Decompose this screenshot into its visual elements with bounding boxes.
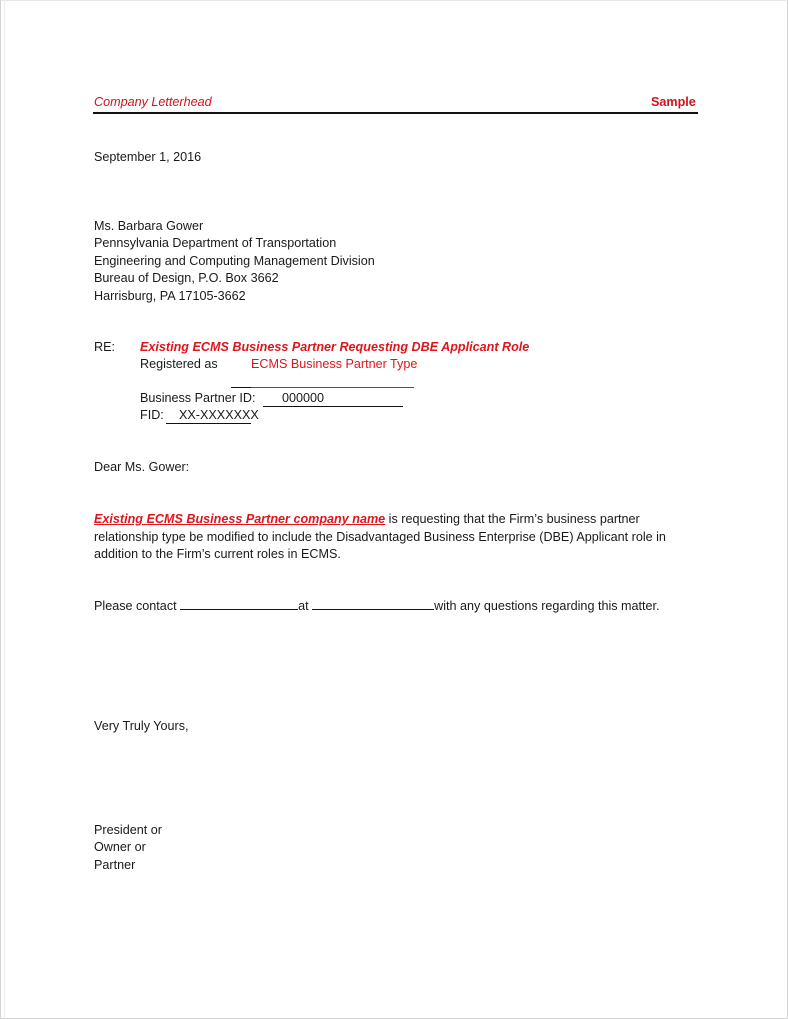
fid-label: FID: (140, 408, 164, 422)
recipient-address (94, 218, 375, 305)
company-name-placeholder: Existing ECMS Business Partner company name (94, 512, 386, 526)
registered-as-value: ECMS Business Partner Type (251, 357, 418, 371)
sample-label: Sample (651, 95, 696, 109)
signature-block (94, 822, 162, 874)
contact-name-blank (180, 597, 298, 610)
body-paragraph (94, 511, 666, 564)
closing: Very Truly Yours, (94, 719, 189, 733)
fid-field (166, 407, 259, 424)
header-rule (93, 112, 698, 114)
business-partner-id-value: 000000 (282, 391, 325, 405)
recipient-organization: Pennsylvania Department of Transportation (94, 236, 337, 251)
signature-line-1: President or (94, 823, 162, 837)
salutation: Dear Ms. Gower: (94, 460, 190, 474)
signature-line-2: Owner or (94, 840, 146, 855)
contact-prefix: Please contact (94, 599, 181, 613)
letter-date: September 1, 2016 (94, 150, 202, 164)
signature-line-3: Partner (94, 857, 136, 872)
re-title: Existing ECMS Business Partner Requesting DBE Applicant Role (140, 340, 530, 354)
contact-suffix: with any questions regarding this matter. (434, 599, 660, 613)
business-partner-id-label: Business Partner ID: (140, 391, 256, 405)
registered-red-line (251, 387, 414, 388)
recipient-city: Harrisburg, PA 17105-3662 (94, 288, 246, 303)
recipient-name: Ms. Barbara Gower (94, 219, 204, 233)
re-label: RE: (94, 340, 115, 354)
recipient-division: Engineering and Computing Management Division (94, 253, 375, 268)
company-letterhead: Company Letterhead (94, 95, 212, 109)
contact-middle: at (298, 599, 313, 613)
contact-line (94, 597, 660, 615)
registered-blank-line (231, 387, 251, 388)
body-line1: is requesting that the Firm’s business partner (385, 512, 640, 526)
recipient-street: Bureau of Design, P.O. Box 3662 (94, 271, 279, 286)
registered-as-label: Registered as (140, 357, 218, 371)
fid-value: XX-XXXXXXX (179, 408, 259, 422)
body-line2: relationship type be modified to include the Disadvantaged Business Enterprise (DBE) Applicant role in (94, 529, 666, 544)
body-line3: addition to the Firm’s current roles in ECMS. (94, 547, 341, 562)
contact-phone-blank (312, 597, 434, 610)
business-partner-id-field (263, 390, 403, 407)
